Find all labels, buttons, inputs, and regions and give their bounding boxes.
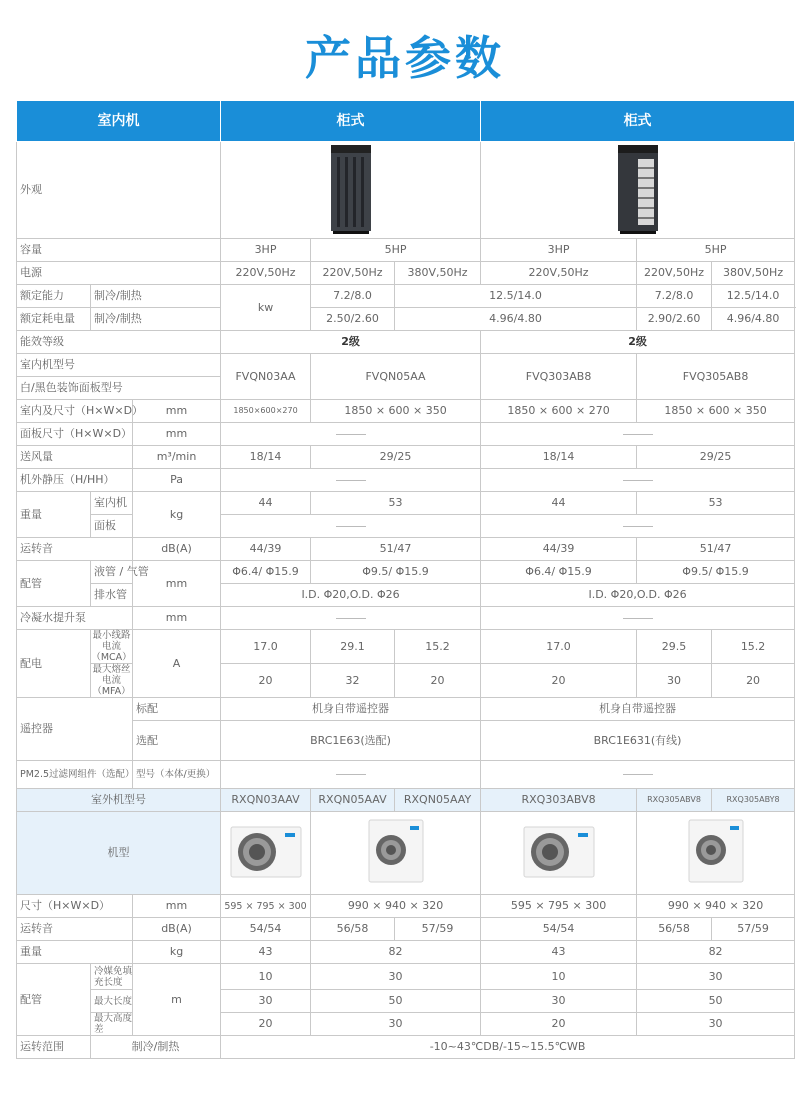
table-row xyxy=(17,469,795,492)
row-label: 冷凝水提升泵 xyxy=(17,607,133,630)
cell: 30 xyxy=(637,664,712,698)
table-row xyxy=(17,354,795,377)
cell xyxy=(221,469,481,492)
table-row xyxy=(17,941,795,964)
table-row xyxy=(17,918,795,941)
row-sublabel: 最大长度 xyxy=(91,990,133,1013)
cell: 220V,50Hz xyxy=(481,262,637,285)
table-row xyxy=(17,964,795,990)
cell: 54/54 xyxy=(221,918,311,941)
row-sublabel: 最小线路电流（MCA） xyxy=(91,630,132,663)
outdoor-unit-image-3 xyxy=(481,812,637,895)
cell: 595 × 795 × 300 xyxy=(221,895,311,918)
dash-icon xyxy=(623,774,653,775)
cell: 44/39 xyxy=(221,538,311,561)
indoor-unit-image-2 xyxy=(481,142,795,239)
row-label: 重量 xyxy=(17,941,133,964)
cell: 51/47 xyxy=(311,538,481,561)
cell: 53 xyxy=(637,492,795,515)
row-label: 面板尺寸（H×W×D） xyxy=(17,423,133,446)
cell: FVQ303AB8 xyxy=(481,354,637,400)
outdoor-unit-icon xyxy=(225,821,307,883)
unit-cell: kw xyxy=(221,285,311,331)
row-sublabel: 冷媒免填充长度 xyxy=(91,964,133,990)
row-label: 运转音 xyxy=(17,918,133,941)
cell: 44 xyxy=(221,492,311,515)
cell: 12.5/14.0 xyxy=(712,285,795,308)
cell: 43 xyxy=(481,941,637,964)
cell: 1850 × 600 × 270 xyxy=(481,400,637,423)
table-row xyxy=(17,142,795,239)
cell: Φ6.4/ Φ15.9 xyxy=(221,561,311,584)
cell: 220V,50Hz xyxy=(221,262,311,285)
unit-cell: mm xyxy=(133,423,221,446)
table-row xyxy=(17,400,795,423)
dash-icon xyxy=(336,434,366,435)
table-row xyxy=(17,446,795,469)
row-sublabel: 型号（本体/更换） xyxy=(133,761,221,789)
row-sublabel: 制冷/制热 xyxy=(91,1036,221,1059)
cell: 53 xyxy=(311,492,481,515)
cell: 20 xyxy=(712,664,795,698)
cell: FVQN05AA xyxy=(311,354,481,400)
cell: 3HP xyxy=(481,239,637,262)
unit-cell: dB(A) xyxy=(133,538,221,561)
row-sublabel: 室内机 xyxy=(91,492,133,515)
row-label: 室外机型号 xyxy=(17,789,221,812)
cell xyxy=(481,515,795,538)
row-label: 额定耗电量 xyxy=(17,308,91,331)
unit-cell: mm xyxy=(133,400,221,423)
table-row xyxy=(17,561,795,584)
row-sublabel: 排水管 xyxy=(91,584,133,607)
cell: 29.1 xyxy=(311,630,395,664)
row-label: 运转范围 xyxy=(17,1036,91,1059)
row-label: 机型 xyxy=(17,812,221,895)
header-indoor: 室内机 xyxy=(17,101,221,142)
cell: 54/54 xyxy=(481,918,637,941)
indoor-unit-image-1 xyxy=(221,142,481,239)
cell: FVQN03AA xyxy=(221,354,311,400)
cell: 30 xyxy=(481,990,637,1013)
table-row xyxy=(17,698,795,721)
row-sublabel: 最大熔丝电流（MFA） xyxy=(92,664,131,697)
cell: 5HP xyxy=(637,239,795,262)
cell: 2.50/2.60 xyxy=(311,308,395,331)
unit-cell: mm xyxy=(133,561,221,607)
cell: RXQ305ABY8 xyxy=(712,789,795,812)
table-row xyxy=(17,423,795,446)
table-row xyxy=(17,607,795,630)
dash-icon xyxy=(623,434,653,435)
cell: 57/59 xyxy=(712,918,795,941)
cell: 990 × 940 × 320 xyxy=(311,895,481,918)
cell: BRC1E631(有线) xyxy=(481,721,795,761)
cell: BRC1E63(选配) xyxy=(221,721,481,761)
row-label: 容量 xyxy=(17,239,221,262)
unit-cell: kg xyxy=(133,492,221,538)
cell xyxy=(221,607,481,630)
outdoor-unit-image-4 xyxy=(637,812,795,895)
cell: 380V,50Hz xyxy=(712,262,795,285)
unit-cell: mm xyxy=(133,895,221,918)
cell: 30 xyxy=(637,964,795,990)
header-col2: 柜式 xyxy=(481,101,795,142)
cell: 43 xyxy=(221,941,311,964)
outdoor-unit-icon xyxy=(518,821,600,883)
cell: 30 xyxy=(311,1013,481,1036)
table-row xyxy=(17,1036,795,1059)
unit-cell: mm xyxy=(133,607,221,630)
floor-cabinet-ac-icon xyxy=(321,143,381,235)
cell: Φ9.5/ Φ15.9 xyxy=(637,561,795,584)
cell: 1850 × 600 × 350 xyxy=(311,400,481,423)
unit-cell: Pa xyxy=(133,469,221,492)
cell: Φ9.5/ Φ15.9 xyxy=(311,561,481,584)
table-row xyxy=(17,331,795,354)
table-row xyxy=(17,812,795,895)
row-label: 机外静压（H/HH） xyxy=(17,469,133,492)
cell: I.D. Φ20,O.D. Φ26 xyxy=(481,584,795,607)
cell: -10~43℃DB/-15~15.5℃WB xyxy=(221,1036,795,1059)
unit-cell: dB(A) xyxy=(133,918,221,941)
header-col1: 柜式 xyxy=(221,101,481,142)
cell xyxy=(481,423,795,446)
row-sublabel: 液管 / 气管 xyxy=(91,561,133,584)
cell: 2.90/2.60 xyxy=(637,308,712,331)
cell: 51/47 xyxy=(637,538,795,561)
table-row xyxy=(17,492,795,515)
cell: 5HP xyxy=(311,239,481,262)
cell: 29.5 xyxy=(637,630,712,664)
table-header xyxy=(17,101,795,142)
row-sublabel: 标配 xyxy=(133,698,221,721)
row-label: 重量 xyxy=(17,492,91,538)
dash-icon xyxy=(623,480,653,481)
table-row xyxy=(17,239,795,262)
row-label: 配管 xyxy=(17,964,91,1036)
cell: 29/25 xyxy=(311,446,481,469)
dash-icon xyxy=(336,480,366,481)
outdoor-unit-image-2 xyxy=(311,812,481,895)
cell: 220V,50Hz xyxy=(311,262,395,285)
cell: I.D. Φ20,O.D. Φ26 xyxy=(221,584,481,607)
cell: FVQ305AB8 xyxy=(637,354,795,400)
table-row xyxy=(17,538,795,561)
cell: 30 xyxy=(221,990,311,1013)
cell: 3HP xyxy=(221,239,311,262)
row-sublabel: 最大高度差 xyxy=(91,1013,133,1036)
cell: 990 × 940 × 320 xyxy=(637,895,795,918)
unit-cell: kg xyxy=(133,941,221,964)
cell: 82 xyxy=(637,941,795,964)
floor-cabinet-ac-icon xyxy=(608,143,668,235)
cell: 2级 xyxy=(221,331,481,354)
cell: 220V,50Hz xyxy=(637,262,712,285)
cell: 1850 × 600 × 350 xyxy=(637,400,795,423)
row-sublabel: 制冷/制热 xyxy=(91,285,221,308)
cell: RXQ303ABV8 xyxy=(481,789,637,812)
cell: 50 xyxy=(311,990,481,1013)
cell: 57/59 xyxy=(395,918,481,941)
cell: 12.5/14.0 xyxy=(395,285,637,308)
cell xyxy=(481,469,795,492)
cell: 29/25 xyxy=(637,446,795,469)
row-label: 配管 xyxy=(17,561,91,607)
row-label: 室内及尺寸（H×W×D） xyxy=(17,400,133,423)
table-row xyxy=(17,630,795,664)
cell: 20 xyxy=(481,1013,637,1036)
row-label: 白/黑色装饰面板型号 xyxy=(17,377,221,400)
cell: 15.2 xyxy=(712,630,795,664)
table-row xyxy=(17,308,795,331)
cell: 44 xyxy=(481,492,637,515)
cell: 44/39 xyxy=(481,538,637,561)
cell: RXQ305ABV8 xyxy=(637,789,712,812)
row-sublabel: 面板 xyxy=(91,515,133,538)
dash-icon xyxy=(623,526,653,527)
cell: 595 × 795 × 300 xyxy=(481,895,637,918)
cell: 30 xyxy=(637,1013,795,1036)
cell: 7.2/8.0 xyxy=(311,285,395,308)
cell: 50 xyxy=(637,990,795,1013)
row-label: PM2.5过滤网组件（选配） xyxy=(17,761,133,789)
cell: 56/58 xyxy=(311,918,395,941)
cell: 18/14 xyxy=(481,446,637,469)
outdoor-unit-image-1 xyxy=(221,812,311,895)
cell: 2级 xyxy=(481,331,795,354)
cell: 20 xyxy=(221,664,311,698)
table-row xyxy=(17,761,795,789)
row-label: 送风量 xyxy=(17,446,133,469)
cell: 20 xyxy=(481,664,637,698)
row-label: 遥控器 xyxy=(17,698,133,761)
cell: Φ6.4/ Φ15.9 xyxy=(481,561,637,584)
cell: 56/58 xyxy=(637,918,712,941)
cell xyxy=(221,761,481,789)
cell: RXQN03AAV xyxy=(221,789,311,812)
cell: 380V,50Hz xyxy=(395,262,481,285)
cell: 7.2/8.0 xyxy=(637,285,712,308)
table-row xyxy=(17,895,795,918)
cell: 1850×600×270 xyxy=(221,400,311,423)
cell: 20 xyxy=(221,1013,311,1036)
unit-cell: A xyxy=(133,630,221,698)
unit-cell: m³/min xyxy=(133,446,221,469)
table-row xyxy=(17,721,795,761)
cell: 10 xyxy=(481,964,637,990)
row-sublabel: 选配 xyxy=(133,721,221,761)
spec-table xyxy=(16,100,794,1059)
cell xyxy=(221,423,481,446)
table-row xyxy=(17,262,795,285)
outdoor-unit-icon xyxy=(681,816,751,888)
row-label: 外观 xyxy=(17,142,221,239)
cell: 82 xyxy=(311,941,481,964)
dash-icon xyxy=(336,526,366,527)
cell xyxy=(481,761,795,789)
cell: 机身自带遥控器 xyxy=(481,698,795,721)
cell: 17.0 xyxy=(481,630,637,664)
page-title: 产品参数 xyxy=(305,31,505,85)
cell: 32 xyxy=(311,664,395,698)
cell: 4.96/4.80 xyxy=(395,308,637,331)
row-sublabel: 制冷/制热 xyxy=(91,308,221,331)
row-label: 电源 xyxy=(17,262,221,285)
row-label: 能效等级 xyxy=(17,331,221,354)
cell xyxy=(481,607,795,630)
table-row xyxy=(17,789,795,812)
outdoor-unit-icon xyxy=(361,816,431,888)
cell: 10 xyxy=(221,964,311,990)
dash-icon xyxy=(336,774,366,775)
cell: 17.0 xyxy=(221,630,311,664)
cell: 4.96/4.80 xyxy=(712,308,795,331)
row-label: 室内机型号 xyxy=(17,354,221,377)
dash-icon xyxy=(623,618,653,619)
cell: RXQN05AAV xyxy=(311,789,395,812)
row-label: 配电 xyxy=(17,630,91,698)
row-label: 额定能力 xyxy=(17,285,91,308)
cell xyxy=(221,515,481,538)
cell: 30 xyxy=(311,964,481,990)
cell: 18/14 xyxy=(221,446,311,469)
table-row xyxy=(17,285,795,308)
cell: RXQN05AAY xyxy=(395,789,481,812)
unit-cell: m xyxy=(133,964,221,1036)
row-label: 运转音 xyxy=(17,538,133,561)
cell: 15.2 xyxy=(395,630,481,664)
dash-icon xyxy=(336,618,366,619)
row-label: 尺寸（H×W×D） xyxy=(17,895,133,918)
cell: 20 xyxy=(395,664,481,698)
cell: 机身自带遥控器 xyxy=(221,698,481,721)
